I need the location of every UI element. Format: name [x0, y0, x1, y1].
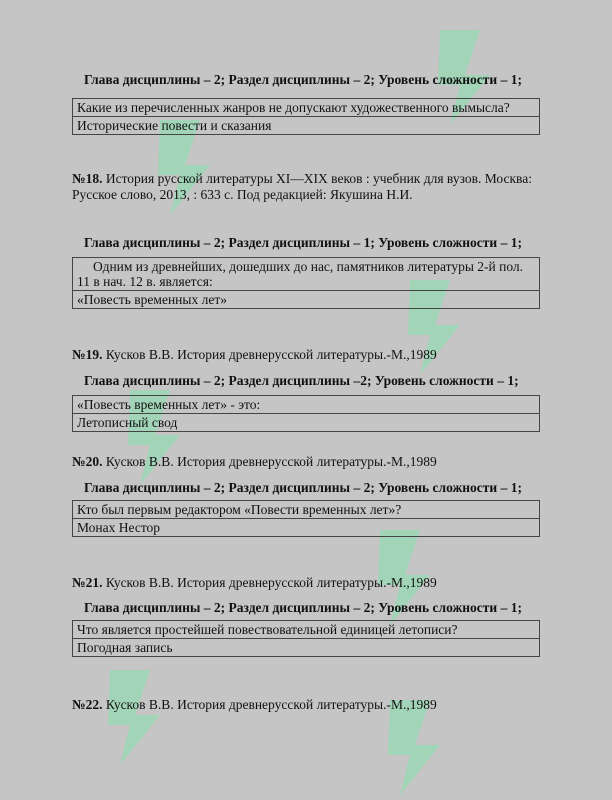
- reference-source: Кусков В.В. История древнерусской литературы.-М.,1989: [105, 575, 437, 590]
- reference-source: Кусков В.В. История древнерусской литературы.-М.,1989: [105, 454, 437, 469]
- answer-cell: Летописный свод: [73, 414, 540, 432]
- qa-table: [72, 257, 540, 309]
- answer-cell: Исторические повести и сказания: [73, 117, 540, 135]
- question-block: [72, 72, 540, 135]
- reference-text: [72, 575, 540, 591]
- reference-block: [72, 347, 540, 363]
- item-number: №19.: [72, 347, 103, 362]
- reference-source: История русской литературы XI—XIX веков : учебник для вузов. Москва: Русское слово, 2013, : 633 с. Под редакцией: Якушина Н.И.: [72, 171, 532, 202]
- answer-cell: Монах Нестор: [73, 519, 540, 537]
- question-cell: Какие из перечисленных жанров не допускают художественного вымысла?: [73, 99, 540, 117]
- item-number: №18.: [72, 171, 103, 186]
- question-block: [72, 235, 540, 309]
- qa-table: [72, 620, 540, 657]
- qa-table: [72, 395, 540, 432]
- reference-source: Кусков В.В. История древнерусской литературы.-М.,1989: [105, 697, 437, 712]
- reference-text: [72, 347, 540, 363]
- question-cell: Кто был первым редактором «Повести временных лет»?: [73, 501, 540, 519]
- qa-table: [72, 500, 540, 537]
- answer-cell: «Повесть временных лет»: [73, 291, 540, 309]
- reference-text: [72, 697, 540, 713]
- section-heading: Глава дисциплины – 2; Раздел дисциплины – 1; Уровень сложности – 1;: [84, 235, 522, 250]
- reference-source: Кусков В.В. История древнерусской литературы.-М.,1989: [105, 347, 437, 362]
- question-block: [72, 373, 540, 432]
- question-cell: «Повесть временных лет» - это:: [73, 396, 540, 414]
- reference-block: [72, 171, 540, 203]
- reference-block: [72, 697, 540, 713]
- section-heading: Глава дисциплины – 2; Раздел дисциплины – 2; Уровень сложности – 1;: [84, 600, 522, 615]
- question-cell: Что является простейшей повествовательной единицей летописи?: [73, 621, 540, 639]
- question-cell: Одним из древнейших, дошедших до нас, памятников литературы 2-й пол. 11 в нач. 12 в. является:: [73, 258, 540, 291]
- section-heading: Глава дисциплины – 2; Раздел дисциплины – 2; Уровень сложности – 1;: [84, 480, 522, 495]
- answer-cell: Погодная запись: [73, 639, 540, 657]
- item-number: №22.: [72, 697, 103, 712]
- question-block: [72, 480, 540, 537]
- watermark-logo-icon: [90, 660, 180, 770]
- section-heading: Глава дисциплины – 2; Раздел дисциплины – 2; Уровень сложности – 1;: [84, 72, 522, 87]
- reference-text: [72, 454, 540, 470]
- item-number: №21.: [72, 575, 103, 590]
- reference-block: [72, 454, 540, 470]
- reference-block: [72, 575, 540, 591]
- qa-table: [72, 98, 540, 135]
- reference-text: [72, 171, 540, 203]
- section-heading: Глава дисциплины – 2; Раздел дисциплины –2; Уровень сложности – 1;: [84, 373, 519, 388]
- question-block: [72, 600, 540, 657]
- item-number: №20.: [72, 454, 103, 469]
